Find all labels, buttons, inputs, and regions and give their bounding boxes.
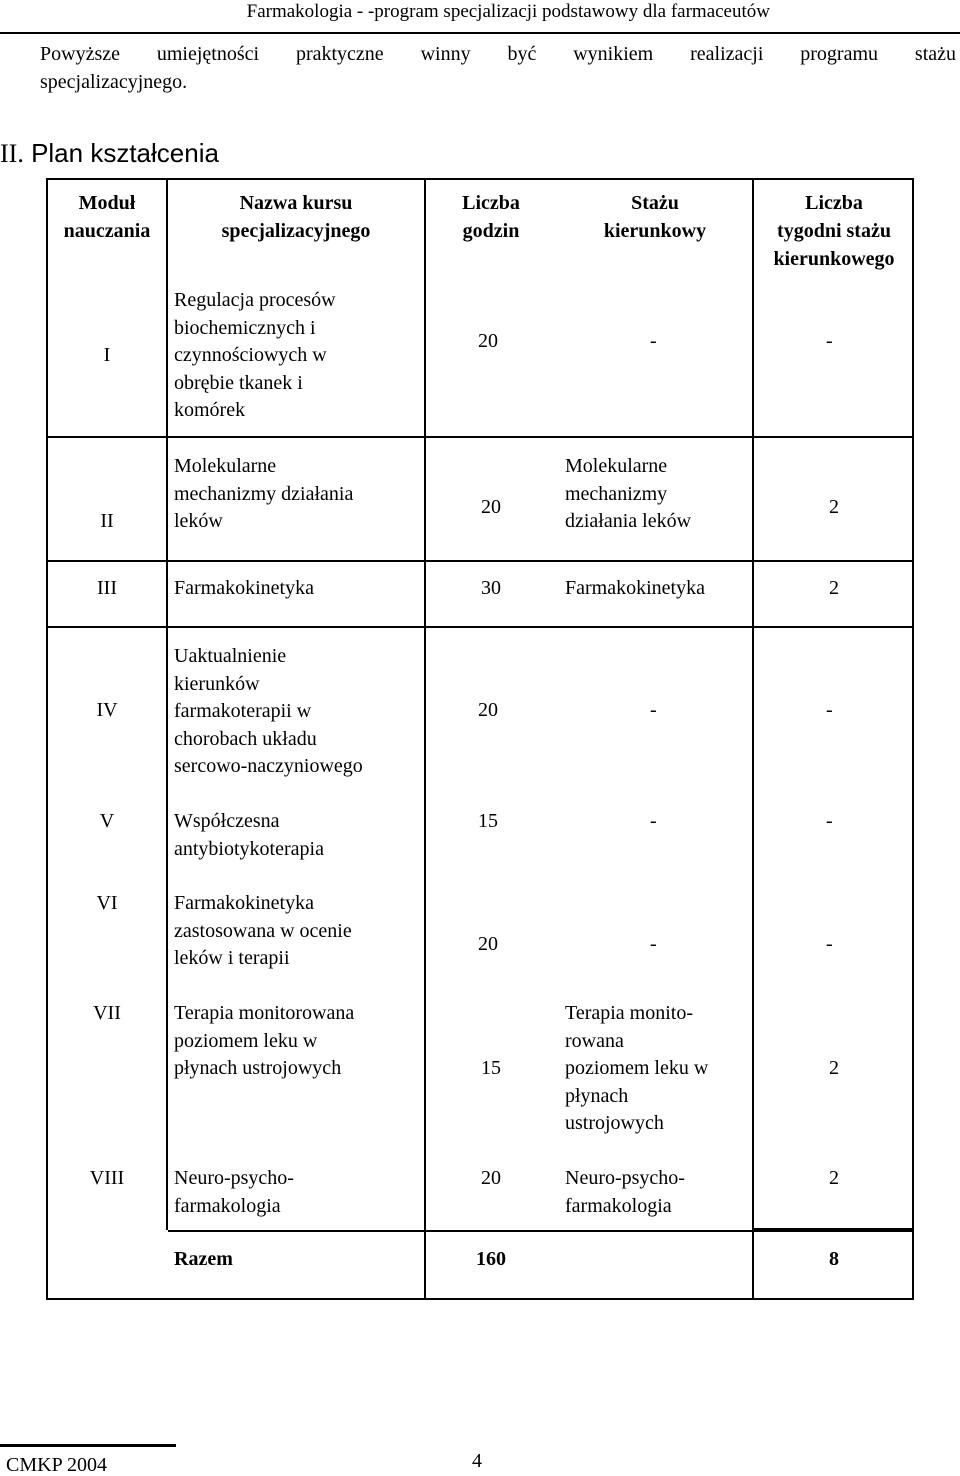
plan-table: [46, 178, 914, 1300]
intro-line-1: Powyższe umiejętności praktyczne winny być wynikiem realizacji programu stażu: [40, 43, 956, 65]
page-header: [0, 0, 960, 34]
row-1-tygodni: -: [826, 330, 833, 352]
header-godzin-2: godzin: [462, 220, 520, 242]
row-7-kurs: Terapia monitorowana poziomem leku w płynach ustrojowych: [174, 1002, 355, 1079]
col-divider: [166, 180, 168, 1230]
total-label: Razem: [174, 1248, 233, 1270]
header-title: Farmakologia - -program specjalizacji podstawowy dla farmaceutów: [246, 1, 770, 22]
row-divider: [48, 626, 912, 628]
total-tygodni: 8: [829, 1248, 839, 1270]
row-5-tygodni: -: [826, 810, 833, 832]
section-number: II.: [0, 139, 24, 168]
row-3-kurs: Farmakokinetyka: [174, 577, 314, 599]
intro-line-2: specjalizacyjnego.: [40, 71, 188, 93]
row-8-modul: VIII: [89, 1167, 125, 1189]
header-tygodni-2: tygodni stażu: [777, 220, 891, 242]
row-1-kurs: Regulacja procesów biochemicznych i czynnościowych w obrębie tkanek i komórek: [174, 289, 336, 421]
row-3-tygodni: 2: [829, 577, 839, 599]
total-godzin: 160: [476, 1248, 506, 1270]
row-4-modul: IV: [96, 699, 118, 721]
header-tygodni-3: kierunkowego: [773, 248, 895, 270]
footer-label: CMKP 2004: [6, 1454, 107, 1476]
row-1-staz: -: [650, 330, 657, 352]
row-8-kurs: Neuro-psycho- farmakologia: [174, 1167, 294, 1217]
row-5-kurs: Współczesna antybiotykoterapia: [174, 810, 324, 860]
row-7-modul: VII: [93, 1002, 121, 1024]
page-number: 4: [472, 1450, 482, 1472]
header-modul-1: Moduł: [78, 192, 136, 214]
footer-rule: [0, 1444, 176, 1447]
header-staz-2: kierunkowy: [603, 220, 707, 242]
section-title: [0, 138, 219, 169]
row-7-staz: Terapia monito- rowana poziomem leku w płynach ustrojowych: [565, 1002, 709, 1134]
col-divider: [424, 180, 426, 1298]
row-2-kurs: Molekularne mechanizmy działania leków: [174, 455, 354, 532]
row-4-kurs: Uaktualnienie kierunków farmakoterapii w chorobach układu sercowo-naczyniowego: [174, 645, 363, 777]
row-4-tygodni: -: [826, 699, 833, 721]
row-5-godzin: 15: [478, 810, 498, 832]
row-7-tygodni: 2: [829, 1057, 839, 1079]
header-kurs-2: specjalizacyjnego: [221, 220, 371, 242]
row-6-modul: VI: [96, 892, 118, 914]
row-2-godzin: 20: [481, 496, 501, 518]
row-6-godzin: 20: [478, 933, 498, 955]
row-divider: [48, 560, 912, 562]
col-divider: [752, 180, 754, 1298]
row-1-godzin: 20: [478, 330, 498, 352]
row-3-modul: III: [97, 577, 117, 599]
row-4-godzin: 20: [478, 699, 498, 721]
row-5-modul: V: [99, 810, 115, 832]
section-title-text: Plan kształcenia: [31, 138, 219, 168]
header-godzin-1: Liczba: [462, 192, 520, 214]
row-6-staz: -: [650, 933, 657, 955]
row-8-staz: Neuro-psycho- farmakologia: [565, 1167, 685, 1217]
header-staz-1: Stażu: [631, 192, 679, 214]
row-6-tygodni: -: [826, 933, 833, 955]
row-8-tygodni: 2: [829, 1167, 839, 1189]
row-2-staz: Molekularne mechanizmy działania leków: [565, 455, 692, 532]
row-divider: [48, 436, 912, 438]
row-8-godzin: 20: [481, 1167, 501, 1189]
header-modul-2: nauczania: [63, 220, 151, 242]
row-6-kurs: Farmakokinetyka zastosowana w ocenie leków i terapii: [174, 892, 352, 969]
total-divider: [168, 1230, 912, 1232]
row-7-godzin: 15: [481, 1057, 501, 1079]
row-5-staz: -: [650, 810, 657, 832]
row-3-godzin: 30: [481, 577, 501, 599]
row-2-tygodni: 2: [829, 496, 839, 518]
row-1-modul: I: [103, 344, 111, 366]
row-2-modul: II: [100, 510, 114, 532]
row-3-staz: Farmakokinetyka: [565, 577, 705, 599]
row-4-staz: -: [650, 699, 657, 721]
header-tygodni-1: Liczba: [805, 192, 863, 214]
header-kurs-1: Nazwa kursu: [239, 192, 353, 214]
